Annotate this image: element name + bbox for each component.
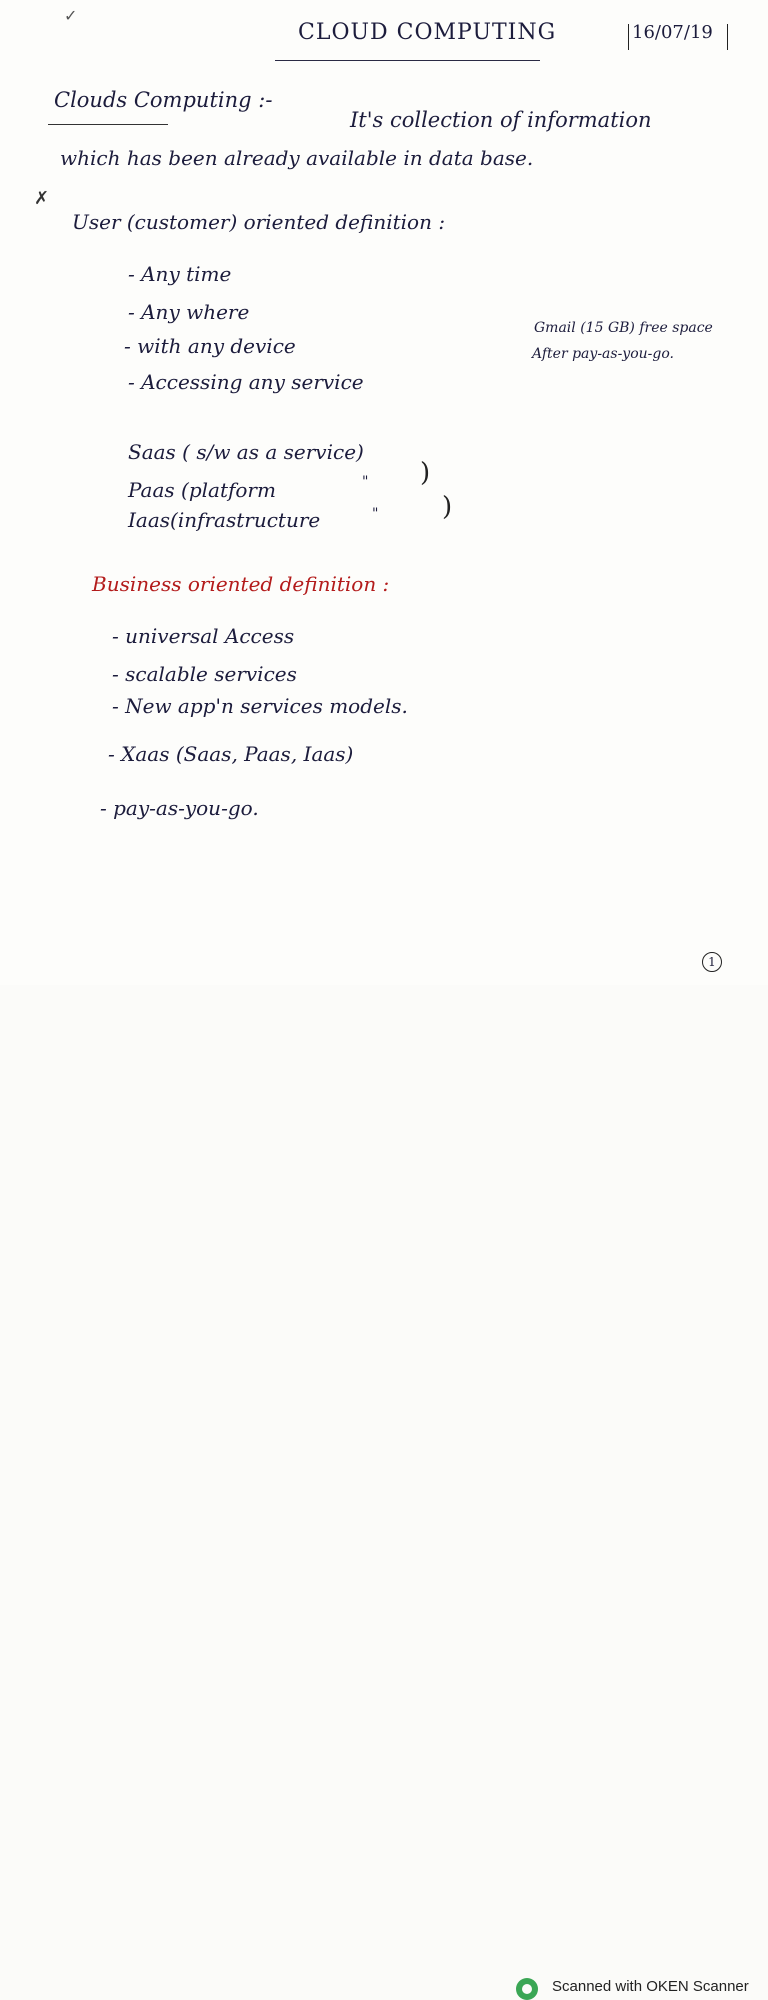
service-saas: Saas ( s/w as a service): [128, 440, 364, 464]
scanner-watermark-text: Scanned with OKEN Scanner: [552, 1978, 749, 1995]
definition-text-line1: It's collection of information: [350, 108, 652, 132]
user-bullet-3: - with any device: [124, 334, 296, 358]
closing-bracket-1: ): [420, 458, 431, 488]
business-bullet-4: - Xaas (Saas, Paas, Iaas): [108, 742, 354, 766]
user-bullet-2: - Any where: [128, 300, 250, 324]
star-mark-icon: ✗: [34, 188, 50, 209]
definition-term: Clouds Computing :-: [54, 88, 273, 112]
service-paas: Paas (platform: [128, 478, 276, 502]
notebook-page: [0, 0, 768, 985]
ditto-mark-2: ": [372, 506, 379, 522]
ditto-mark-1: ": [362, 474, 369, 490]
side-note-line1: Gmail (15 GB) free space: [534, 320, 713, 336]
business-bullet-1: - universal Access: [112, 624, 295, 648]
service-iaas: Iaas(infrastructure: [128, 508, 321, 532]
user-definition-heading: User (customer) oriented definition :: [72, 210, 446, 234]
user-bullet-1: - Any time: [128, 262, 232, 286]
scanner-logo-icon: [516, 1978, 538, 2000]
user-bullet-4: - Accessing any service: [128, 370, 364, 394]
scanner-footer: [0, 985, 768, 1995]
business-bullet-2: - scalable services: [112, 662, 297, 686]
business-bullet-3: - New app'n services models.: [112, 694, 408, 718]
closing-bracket-2: ): [442, 492, 453, 522]
side-note-line2: After pay-as-you-go.: [532, 346, 674, 362]
underline-arrow: [48, 124, 168, 125]
corner-tick-mark: ✓: [64, 6, 78, 25]
page-title: CLOUD COMPUTING: [298, 20, 557, 45]
business-definition-heading: Business oriented definition :: [92, 572, 390, 596]
page-number: 1: [702, 952, 722, 972]
page-date: 16/07/19: [632, 22, 713, 43]
business-bullet-5: - pay-as-you-go.: [100, 796, 259, 820]
definition-text-line2: which has been already available in data base.: [60, 146, 534, 170]
title-underline: [275, 60, 540, 61]
